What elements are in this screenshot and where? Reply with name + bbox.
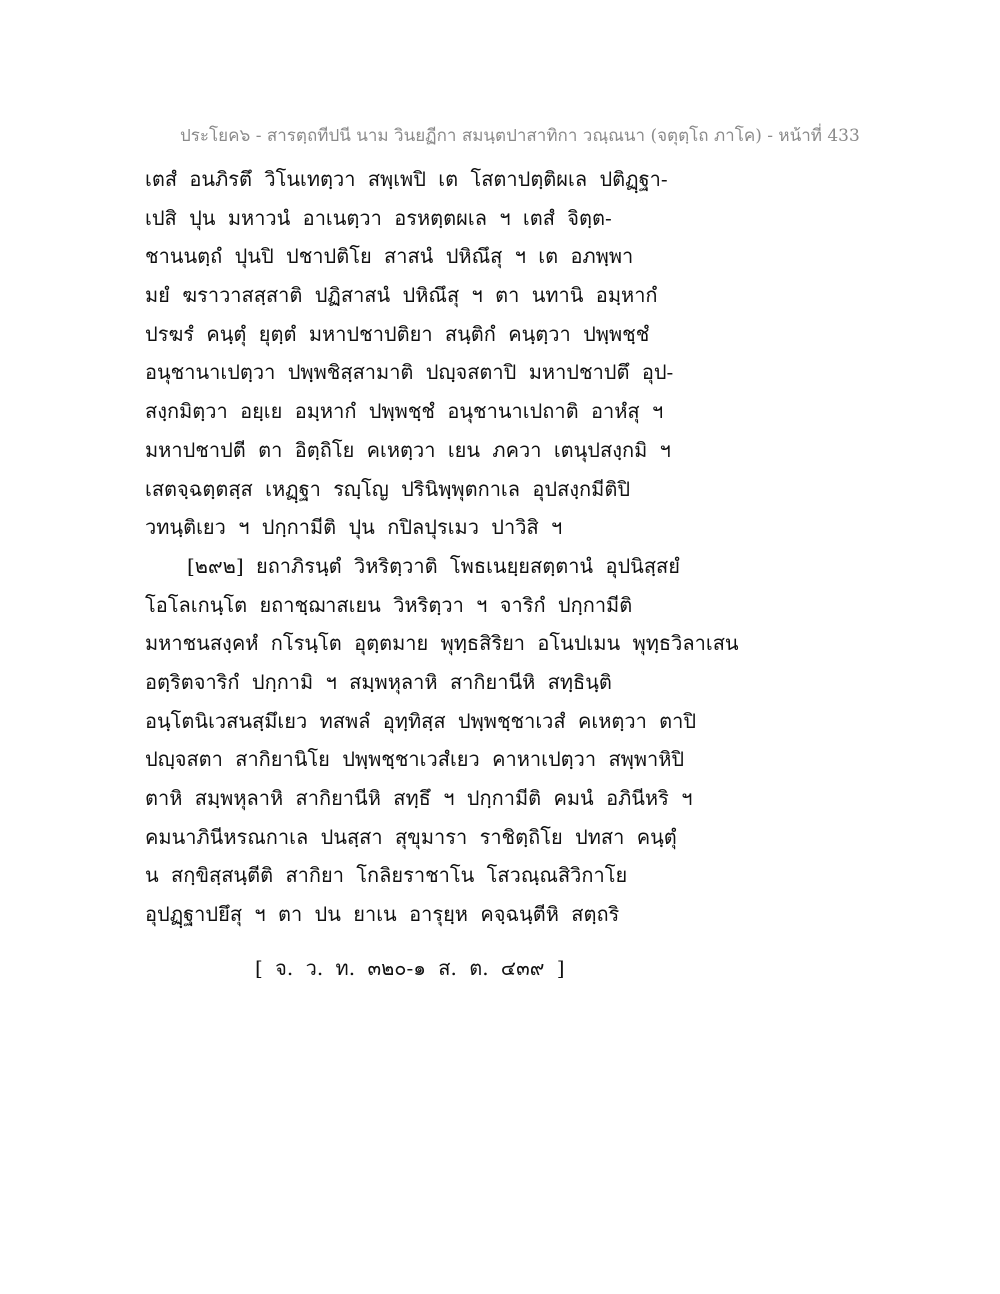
text-line: ปรฆรํ คนฺตุํ ยุตฺตํ มหาปชาปติยา สนฺติกํ คนฺตฺวา ปพฺพชฺชํ: [145, 321, 650, 346]
text-line: สงฺกมิตฺวา อยฺเย อมฺหากํ ปพฺพชฺชํ อนุชานาเปถาติ อาหํสุ ฯ: [145, 399, 664, 424]
paragraph-start-line: [๒๙๒] ยถาภิรนฺตํ วิหริตฺวาติ โพธเนยฺยสตฺตานํ อุปนิสฺสยํ: [187, 553, 680, 578]
text-line: อนฺโตนิเวสนสฺมึเยว ทสพลํ อุทฺทิสฺส ปพฺพชฺชาเวสํ คเหตฺวา ตาปิ: [145, 708, 697, 733]
text-line: มหาชนสงฺคหํ กโรนฺโต อุตฺตมาย พุทฺธสิริยา อโนปเมน พุทฺธวิลาเสน: [145, 631, 739, 656]
text-line: ตาหิ สมฺพหุลาหิ สากิยานีหิ สทฺธึ ฯ ปกฺกามีติ คมนํ อภินีหริ ฯ: [145, 786, 693, 810]
text-line: อนุชานาเปตฺวา ปพฺพชิสฺสามาติ ปญฺจสตาปิ มหาปชาปตึ อุป-: [145, 360, 674, 385]
text-line: เปสิ ปุน มหาวนํ อาเนตฺวา อรหตฺตผเล ฯ เตสํ จิตฺต-: [145, 205, 612, 230]
body-text: [145, 160, 865, 934]
text-line: มหาปชาปตี ตา อิตฺถิโย คเหตฺวา เยน ภควา เตนุปสงฺกมิ ฯ: [145, 437, 671, 462]
text-line: มยํ ฆราวาสสฺสาติ ปฏิสาสนํ ปหิณึสุ ฯ ตา นทานิ อมฺหากํ: [145, 283, 658, 308]
text-line: อตฺริตจาริกํ ปกฺกามิ ฯ สมฺพหุลาหิ สากิยานีหิ สทฺธินฺติ: [145, 669, 612, 694]
reference-note: [ จ. ว. ท. ๓๒๐-๑ ส. ต. ๔๓๙ ]: [255, 956, 565, 980]
text-line: คมนาภินีหรณกาเล ปนสฺสา สุขุมารา ราชิตฺถิโย ปทสา คนฺตุํ: [145, 824, 677, 849]
text-line: ชานนตฺถํ ปุนปิ ปชาปติโย สาสนํ ปหิณึสุ ฯ เต อภพฺพา: [145, 244, 634, 269]
text-line: ปญฺจสตา สากิยานิโย ปพฺพชฺชาเวสํเยว คาหาเปตฺวา สพฺพาหิปิ: [145, 747, 685, 772]
text-line: โอโลเกนฺโต ยถาชฺฌาสเยน วิหริตฺวา ฯ จาริกํ ปกฺกามีติ: [145, 592, 633, 617]
text-line: วทนฺติเยว ฯ ปกฺกามีติ ปุน กปิลปุรเมว ปาวิสิ ฯ: [145, 515, 563, 540]
text-line: น สกฺขิสฺสนฺตีติ สากิยา โกลิยราชาโน โสวณฺณสิวิกาโย: [145, 863, 628, 888]
text-line: อุปฏฺฐาปยึสุ ฯ ตา ปน ยาเน อารุยฺห คจฺฉนฺตีหิ สตฺถริ: [145, 902, 620, 927]
text-line: เตสํ อนภิรตึ วิโนเทตฺวา สพฺเพปิ เต โสตาปตฺติผเล ปติฏฺฐา-: [145, 167, 668, 191]
text-line: เสตจฺฉตฺตสฺส เหฏฺฐา รญฺโญ ปรินิพฺพุตกาเล อุปสงฺกมีติปิ: [145, 476, 631, 501]
page-header: ประโยค๖ - สารตฺถทีปนี นาม วินยฏีกา สมนฺตปาสาทิกา วณฺณนา (จตุตฺโถ ภาโค) - หน้าที่ 433: [180, 126, 860, 146]
